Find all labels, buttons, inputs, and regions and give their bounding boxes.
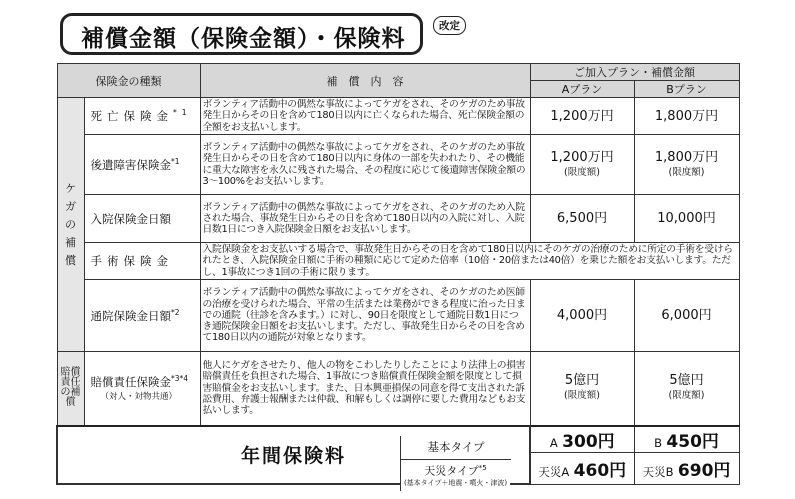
plan-a-premium: A 300円 <box>530 426 634 453</box>
plan-b-amount: 5億円 (限度額) <box>634 352 739 426</box>
header-plans: ご加入プラン・補償金額 <box>530 64 739 81</box>
plan-b-amount: 1,800万円 (限度額) <box>634 135 739 195</box>
coverage-table <box>56 63 740 485</box>
plan-a-amount: 6,500円 <box>530 195 634 243</box>
header-content: 補 償 内 容 <box>200 64 530 98</box>
revised-badge: 改定 <box>433 16 466 35</box>
benefit-description: ボランティア活動中の偶然な事故によってケガをされ、そのケガのため事故発生日からその日を含めて180日以内に亡くなられた場合、死亡保険金額の全額をお支払いします。 <box>200 98 530 135</box>
header-plan-b: Bプラン <box>634 81 739 98</box>
plan-b-amount: 10,000円 <box>634 195 739 243</box>
title-box <box>60 13 423 55</box>
plan-a-amount: 4,000円 <box>530 280 634 352</box>
benefit-description: 入院保険金をお支払いする場合で、事故発生日からその日を含めて180日以内にそのケガの治療のために所定の手術を受けられたとき、入院保険金日額に手術の種類に応じて定めた倍率（10倍・20倍または40倍）を乗じた額をお支払いします。ただし、1事故につき1回の手術に限ります。 <box>200 243 739 280</box>
header-plan-a: Aプラン <box>530 81 634 98</box>
plan-b-amount: 6,000円 <box>634 280 739 352</box>
benefit-description: ボランティア活動中の偶然な事故によってケガをされ、そのケガのため事故発生日からその日を含めて180日以内に身体の一部を失われたり、その機能に重大な障害を永久に残された場合、その程度に応じて後遺障害保険金額の3～100%をお支払いします。 <box>200 135 530 195</box>
table-row <box>57 195 739 243</box>
table-row <box>57 98 739 135</box>
plan-b-disaster-premium: 天災B 690円 <box>634 452 739 484</box>
plan-b-amount: 1,800万円 <box>634 98 739 135</box>
benefit-name: 後遺障害保険金$^{*1}$ <box>84 135 200 195</box>
premium-type-basic: 基本タイプ <box>400 436 511 460</box>
plan-a-disaster-premium: 天災A 460円 <box>530 452 634 484</box>
page-title: 補償金額（保険金額）・保険料 <box>81 26 406 52</box>
premium-label: 年間保険料 <box>57 426 530 485</box>
table-row <box>57 135 739 195</box>
plan-a-amount: 1,200万円 (限度額) <box>530 135 634 195</box>
premium-type-disaster: 天災タイプ$^{*5}$ (基本タイプ＋地震・噴火・津波) <box>400 460 510 491</box>
premium-row-basic <box>57 426 739 453</box>
category-liability: 賠償 責任 の補 償 <box>57 352 84 426</box>
benefit-name: 死亡保険金$^{*1}$ <box>84 98 200 135</box>
category-injury: ケ ガ の 補 償 <box>57 98 84 352</box>
table-row <box>57 280 739 352</box>
benefit-name: 賠償責任保険金$^{*3*4}$ （対人・対物共通） <box>84 352 200 426</box>
table-row <box>57 352 739 426</box>
benefit-name: 入院保険金日額 <box>84 195 200 243</box>
plan-b-premium: B 450円 <box>634 426 739 453</box>
plan-a-amount: 5億円 (限度額) <box>530 352 634 426</box>
header-type: 保険金の種類 <box>57 64 200 98</box>
benefit-description: ボランティア活動中の偶然な事故によってケガをされ、そのケガのため医師の治療を受けられた場合、平常の生活または業務ができる程度に治った日までの通院（往診を含みます。）に対し、90日を限度として通院日数1日につき通院保険金日額をお支払いします。ただし、事故発生日からその日を含めて180日以内の通院が対象となります。 <box>200 280 530 352</box>
benefit-name: 手術保険金 <box>84 243 200 280</box>
header-row-1 <box>57 64 739 81</box>
benefit-description: ボランティア活動中の偶然な事故によってケガをされ、そのケガのため入院された場合、事故発生日からその日を含めて180日以内の入院に対し、入院日数1日につき入院保険金日額をお支払いします。 <box>200 195 530 243</box>
benefit-name: 通院保険金日額$^{*2}$ <box>84 280 200 352</box>
plan-a-amount: 1,200万円 <box>530 98 634 135</box>
benefit-description: 他人にケガをさせたり、他人の物をこわしたりしたことにより法律上の損害賠償責任を負担された場合、1事故につき賠償責任保険金額を限度として損害賠償金をお支払いします。また、日本興亜損保の同意を得て支出された訴訟費用、弁護士報酬または仲裁、和解もしくは調停に要した費用などもお支払いします。 <box>200 352 530 426</box>
table-row <box>57 243 739 280</box>
